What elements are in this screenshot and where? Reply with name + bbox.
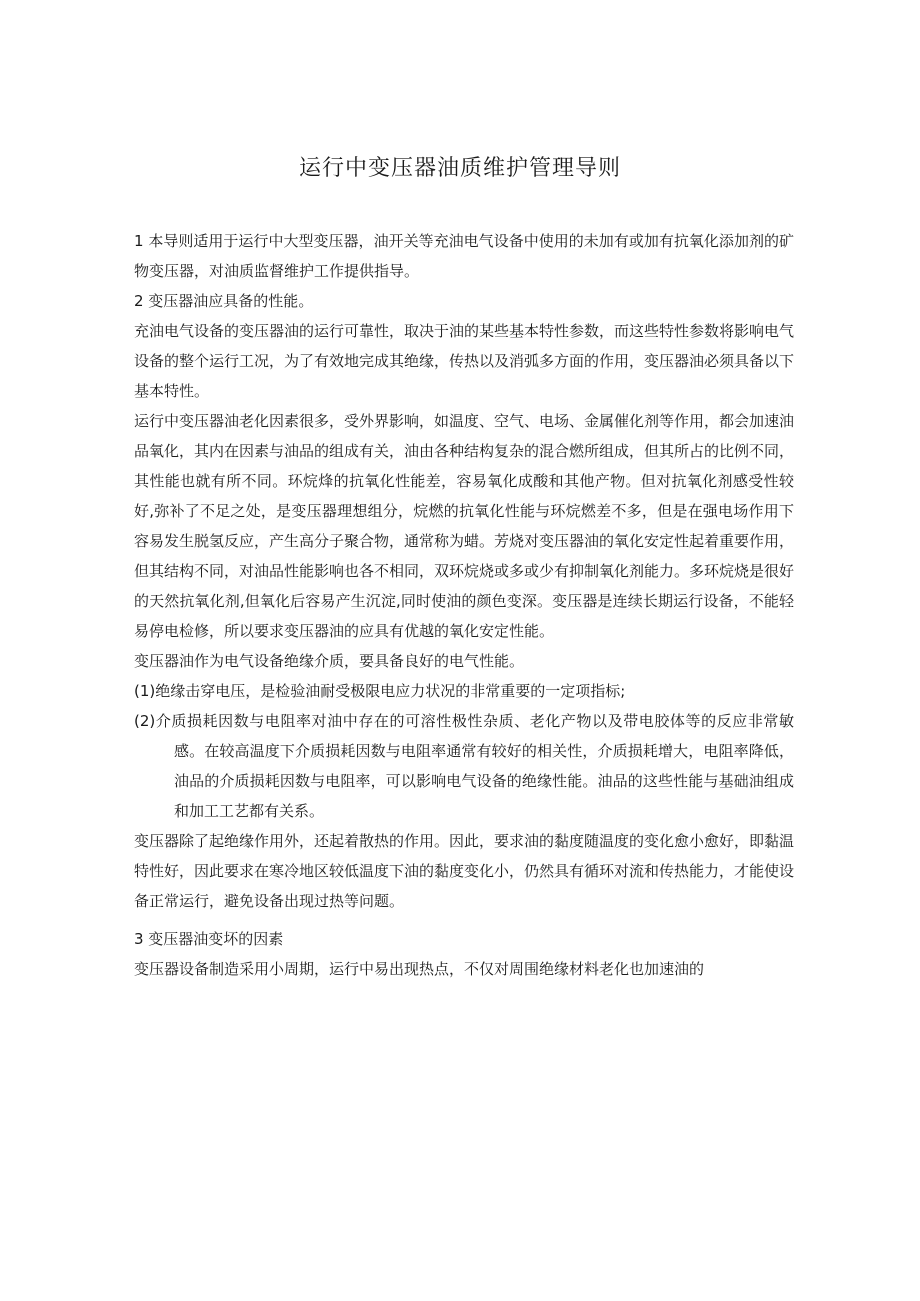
section-heading-2: 2 变压器油应具备的性能。: [134, 292, 314, 310]
list-item-1: (1)绝缘击穿电压，是检验油耐受极限电应力状况的非常重要的一定项指标;: [134, 682, 626, 700]
document-title: 运行中变压器油质维护管理导则: [298, 156, 621, 181]
paragraph-heat-dissipation: 变压器除了起绝缘作用外，还起着散热的作用。因此，要求油的黏度随温度的变化愈小愈好，即黏温特性好，因此要求在寒冷地区较低温度下油的黏度变化小，仍然具有循环对流和传热能力，才能使设备正常运行，避免设备出现过热等问题。: [134, 832, 795, 910]
list-item-2: (2)介质损耗因数与电阻率对油中存在的可溶性极性杂质、老化产物以及带电胶体等的反应非常敏感。在较高温度下介质损耗因数与电阻率通常有较好的相关性，介质损耗增大，电阻率降低，油品的介质损耗因数与电阻率，可以影响电气设备的绝缘性能。油品的这些性能与基础油组成和加工工艺都有关系。: [134, 712, 794, 820]
document-body: [134, 226, 794, 984]
paragraph-electrical-intro: 变压器油作为电气设备绝缘介质，要具备良好的电气性能。: [134, 652, 525, 670]
paragraph-aging-factors: 运行中变压器油老化因素很多，受外界影响，如温度、空气、电场、金属催化剂等作用，都会加速油品氧化，其内在因素与油品的组成有关，油由各种结构复杂的混合燃所组成，但其所占的比例不同，其性能也就有所不同。环烷烽的抗氧化性能差，容易氧化成酸和其他产物。但对抗氧化剂感受性较好,弥补了不足之处，是变压器理想组分，烷燃的抗氧化性能与环烷燃差不多，但是在强电场作用下容易发生脱氢反应，产生高分子聚合物，通常称为蜡。芳烧对变压器油的氧化安定性起着重要作用，但其结构不同，对油品性能影响也各不相同，双环烷烧或多或少有抑制氧化剂能力。多环烷烧是很好的天然抗氧化剂,但氧化后容易产生沉淀,同时使油的颜色变深。变压器是连续长期运行设备，不能轻易停电检修，所以要求变压器油的应具有优越的氧化安定性能。: [134, 412, 795, 640]
paragraph-deterioration: 变压器设备制造采用小周期，运行中易出现热点，不仅对周围绝缘材料老化也加速油的: [134, 960, 705, 978]
paragraph-reliability: 充油电气设备的变压器油的运行可靠性，取决于油的某些基本特性参数，而这些特性参数将影响电气设备的整个运行工况，为了有效地完成其绝缘，传热以及消弧多方面的作用，变压器油必须具备以下基本特性。: [134, 322, 795, 400]
paragraph-scope: 1 本导则适用于运行中大型变压器，油开关等充油电气设备中使用的未加有或加有抗氧化添加剂的矿物变压器，对油质监督维护工作提供指导。: [134, 232, 794, 280]
section-heading-3: 3 变压器油变坏的因素: [134, 930, 284, 948]
